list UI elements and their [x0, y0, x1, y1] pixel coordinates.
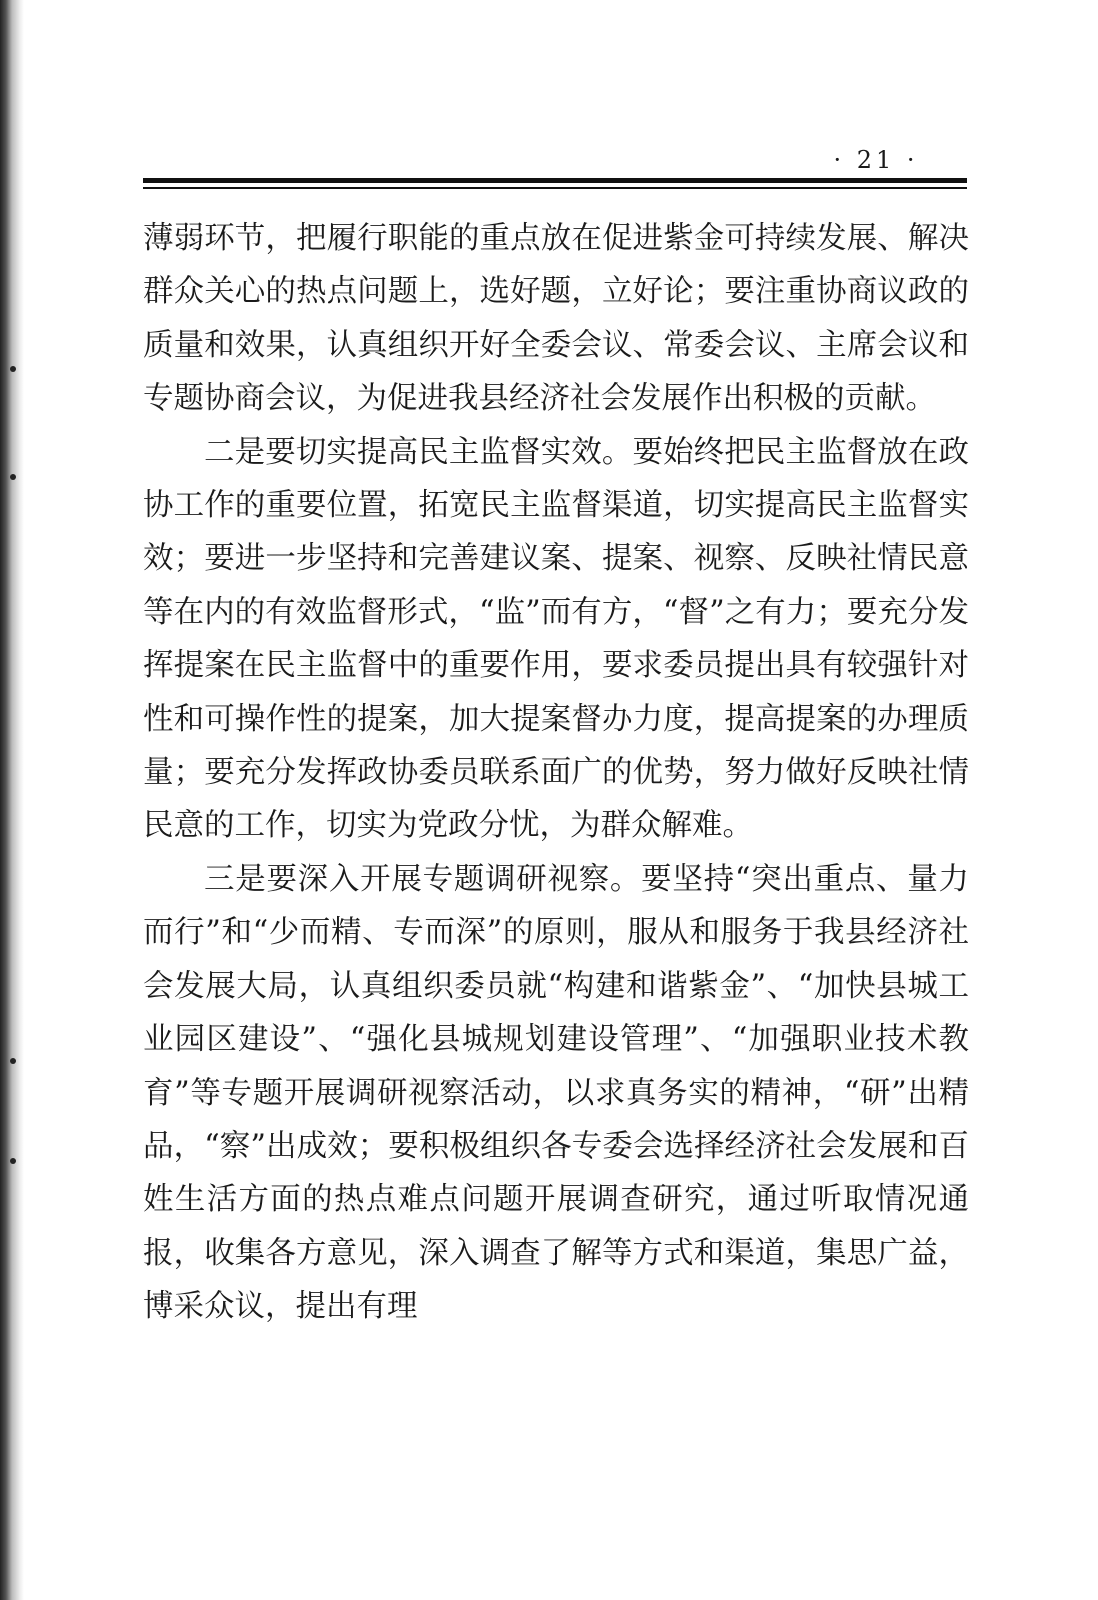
- scan-speck: [10, 1058, 16, 1064]
- paragraph-democratic-supervision: 二是要切实提高民主监督实效。要始终把民主监督放在政协工作的重要位置，拓宽民主监督渠道，切实提高民主监督实效；要进一步坚持和完善建议案、提案、视察、反映社情民意等在内的有效监督形式，“监”而有方，“督”之有力；要充分发挥提案在民主监督中的重要作用，要求委员提出具有较强针对性和可操作性的提案，加大提案督办力度，提高提案的办理质量；要充分发挥政协委员联系面广的优势，努力做好反映社情民意的工作，切实为党政分忧，为群众解难。: [143, 434, 969, 844]
- header-rule-thin: [143, 187, 967, 189]
- scan-speck: [10, 1158, 16, 1164]
- header-rule-thick: [143, 178, 967, 183]
- paragraph-continued: 薄弱环节，把履行职能的重点放在促进紫金可持续发展、解决群众关心的热点问题上，选好题，立好论；要注重协商议政的质量和效果，认真组织开好全委会议、常委会议、主席会议和专题协商会议，为促进我县经济社会发展作出积极的贡献。: [143, 221, 969, 417]
- scan-speck: [10, 474, 16, 480]
- body-text: [143, 212, 969, 1334]
- scan-binding-edge: [0, 0, 24, 1600]
- scan-speck: [10, 366, 16, 372]
- paragraph-special-research: 三是要深入开展专题调研视察。要坚持“突出重点、量力而行”和“少而精、专而深”的原则，服从和服务于我县经济社会发展大局，认真组织委员就“构建和谐紫金”、“加快县城工业园区建设”、“强化县城规划建设管理”、“加强职业技术教育”等专题开展调研视察活动，以求真务实的精神，“研”出精品，“察”出成效；要积极组织各专委会选择经济社会发展和百姓生活方面的热点难点问题开展调查研究，通过听取情况通报，收集各方意见，深入调查了解等方式和渠道，集思广益，博采众议，提出有理: [143, 861, 969, 1325]
- page-number: · 21 ·: [833, 146, 919, 174]
